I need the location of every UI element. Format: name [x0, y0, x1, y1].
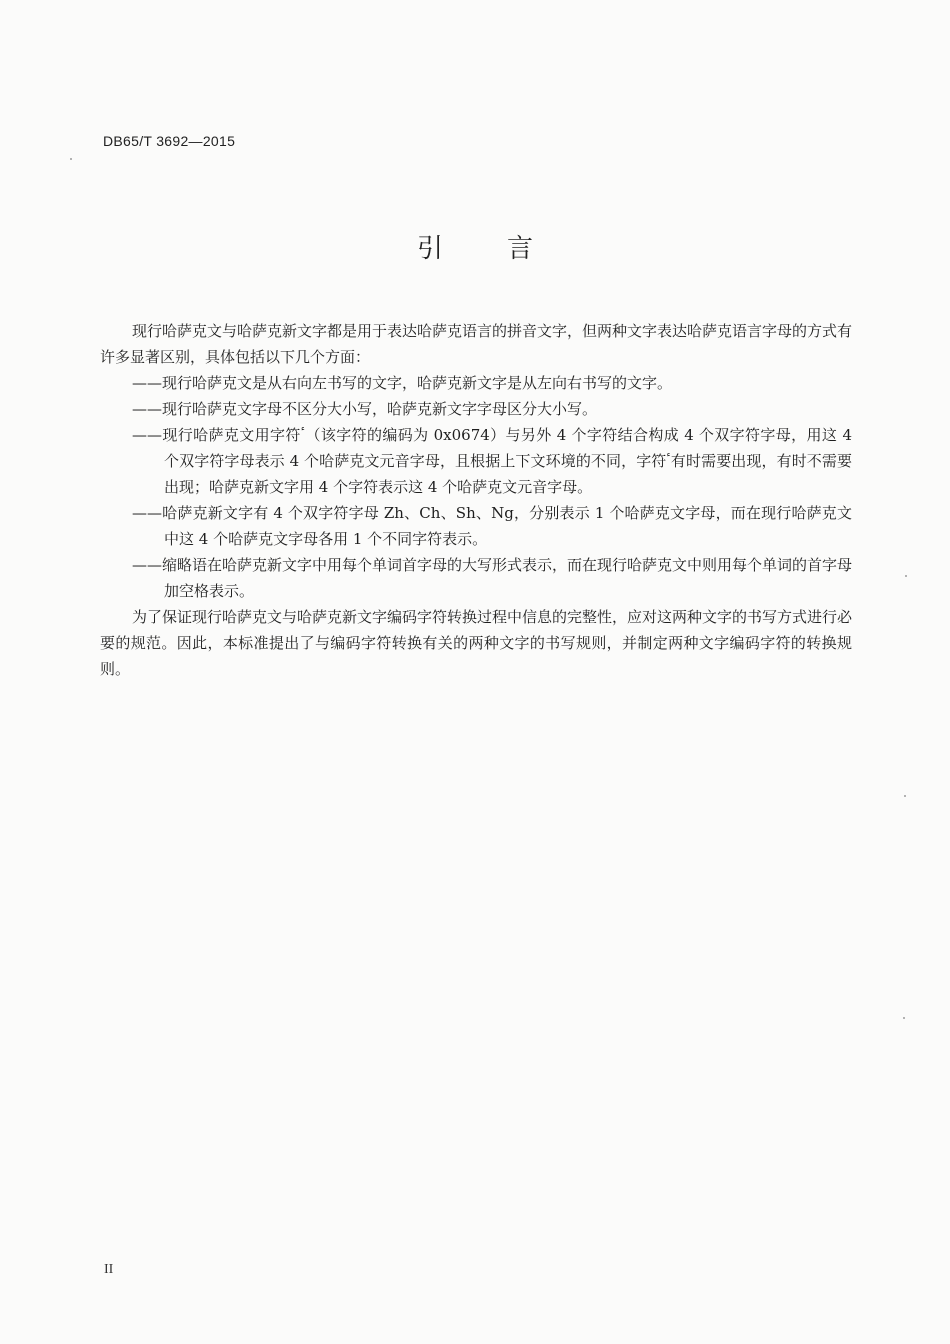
section-title: [0, 228, 950, 265]
list-item: ——哈萨克新文字有 4 个双字符字母 Zh、Ch、Sh、Ng，分别表示 1 个哈萨克文字母，而在现行哈萨克文中这 4 个哈萨克文字母各用 1 个不同字符表示。: [132, 504, 852, 548]
scan-speck: [903, 1017, 905, 1019]
page-number: II: [104, 1262, 114, 1277]
list-item: ——现行哈萨克文用字符ٴ（该字符的编码为 0x0674）与另外 4 个字符结合构成 4 个双字符字母，用这 4 个双字符字母表示 4 个哈萨克文元音字母，且根据上下文环境的不同，字符ٴ有时需要出现，有时不需要出现；哈萨克新文字用 4 个字符表示这 4 个哈萨克文元音字母。: [132, 426, 852, 496]
list-item: ——缩略语在哈萨克新文字中用每个单词首字母的大写形式表示，而在现行哈萨克文中则用每个单词的首字母加空格表示。: [132, 556, 853, 600]
list-item: ——现行哈萨克文是从右向左书写的文字，哈萨克新文字是从左向右书写的文字。: [132, 374, 673, 392]
foreword-body: [100, 318, 852, 682]
scan-speck: [70, 158, 72, 160]
conclusion-paragraph: 为了保证现行哈萨克文与哈萨克新文字编码字符转换过程中信息的完整性，应对这两种文字的书写方式进行必要的规范。因此，本标准提出了与编码字符转换有关的两种文字的书写规则，并制定两种文字编码字符的转换规则。: [100, 608, 853, 678]
intro-paragraph: 现行哈萨克文与哈萨克新文字都是用于表达哈萨克语言的拼音文字，但两种文字表达哈萨克语言字母的方式有许多显著区别，具体包括以下几个方面：: [100, 322, 853, 366]
list-item: ——现行哈萨克文字母不区分大小写，哈萨克新文字字母区分大小写。: [132, 400, 598, 418]
title-char-1: 引: [416, 234, 443, 264]
scan-speck: [904, 795, 906, 797]
document-code: DB65/T 3692—2015: [103, 133, 236, 149]
title-char-2: 言: [507, 234, 534, 264]
scan-speck: [905, 575, 907, 577]
